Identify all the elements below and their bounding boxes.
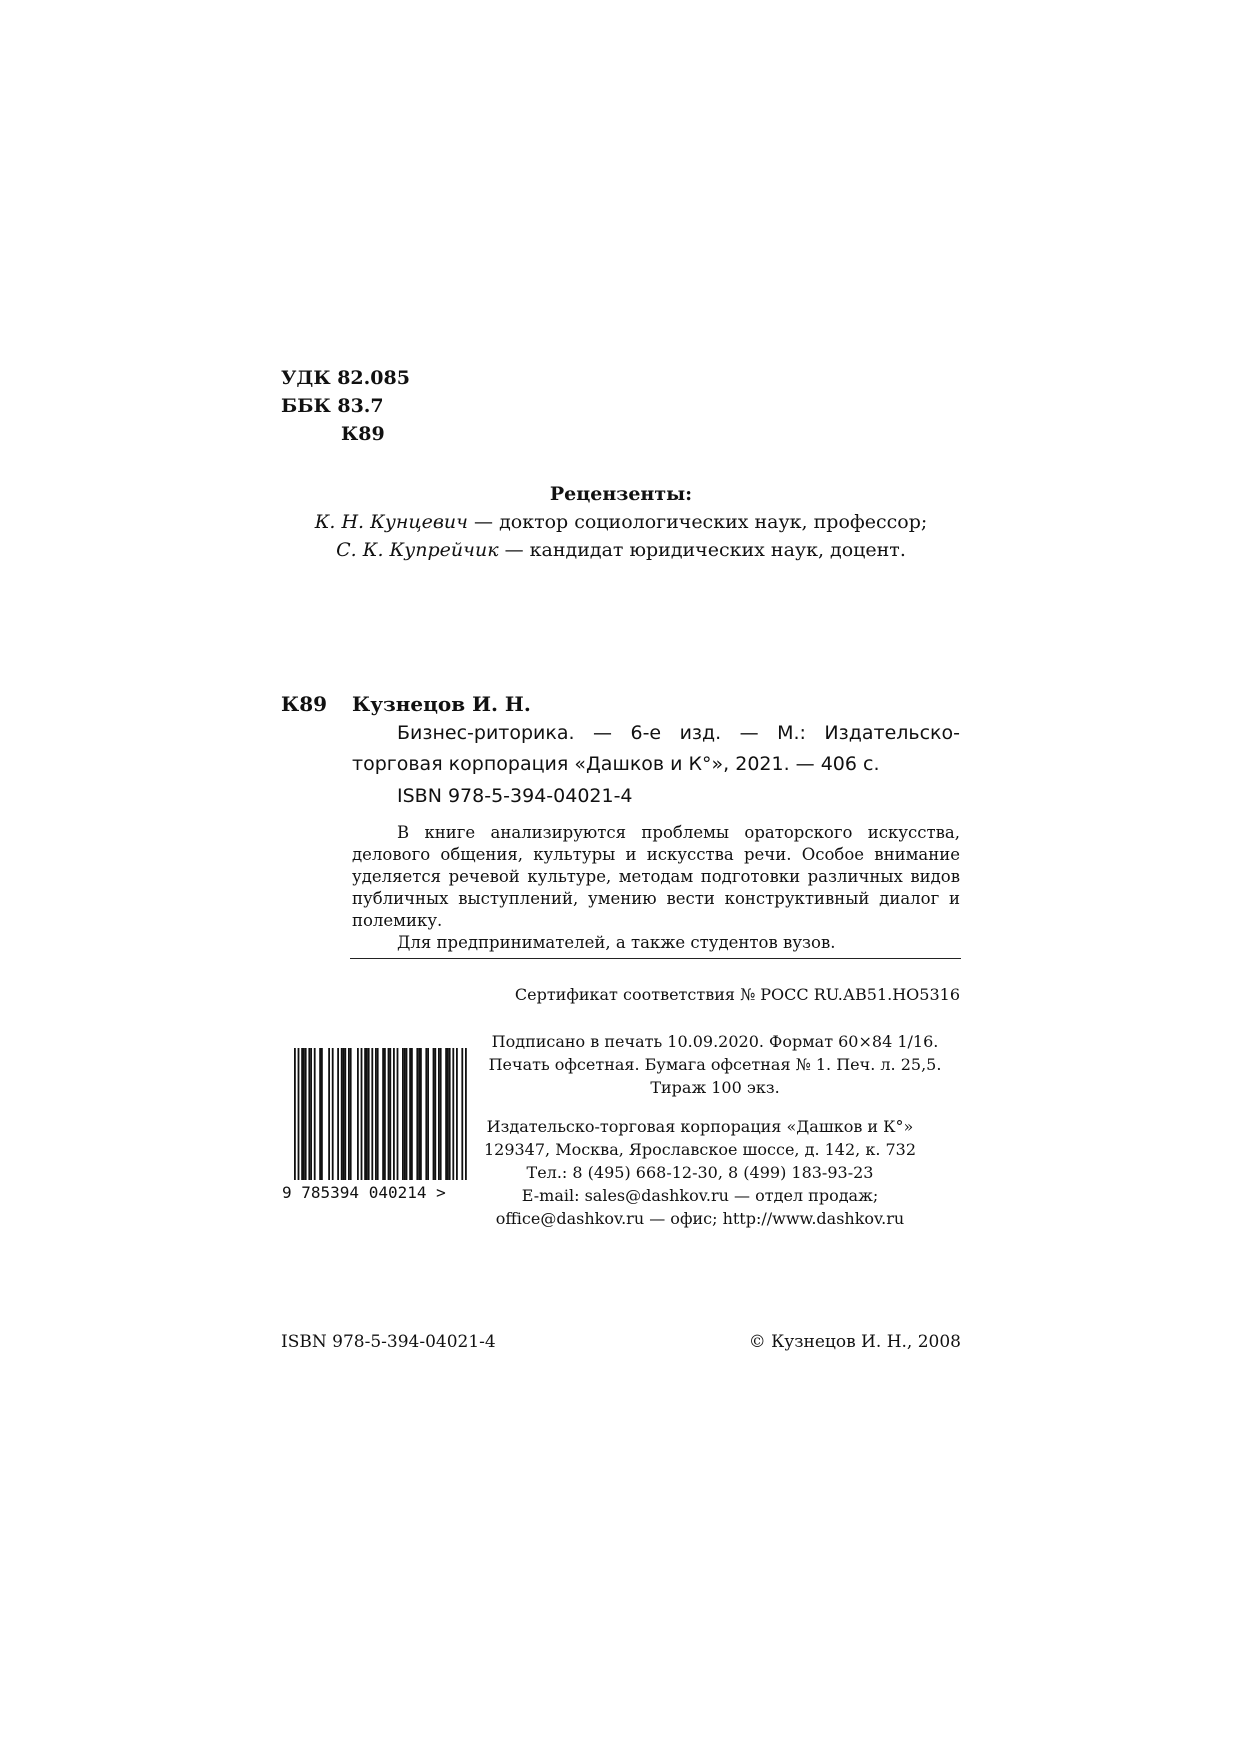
barcode-bar xyxy=(305,1048,307,1180)
reviewers-block xyxy=(281,480,961,564)
barcode-bar xyxy=(418,1048,420,1180)
barcode-digits: 9 785394 040214 > xyxy=(282,1183,446,1202)
barcode-bar xyxy=(298,1048,300,1180)
barcode-bar xyxy=(404,1048,406,1180)
print-info-line: Подписано в печать 10.09.2020. Формат 60×84 1/16. xyxy=(491,1032,939,1051)
bibliographic-description: Бизнес-риторика. — 6-е изд. — М.: Издательско-торговая корпорация «Дашков и К°», 2021. — 406 с. xyxy=(352,722,960,775)
barcode-bar xyxy=(393,1048,395,1180)
entry-author: Кузнецов И. Н. xyxy=(352,692,531,716)
print-info xyxy=(470,1030,960,1099)
barcode-bar xyxy=(402,1048,404,1180)
annotation xyxy=(352,822,960,954)
barcode-bar xyxy=(294,1048,296,1180)
publisher-line: office@dashkov.ru — офис; http://www.dashkov.ru xyxy=(495,1209,905,1228)
barcode-bar xyxy=(328,1048,330,1180)
reviewer-2-name: С. К. Купрейчик xyxy=(336,539,499,561)
barcode-bar xyxy=(397,1048,399,1180)
entry-isbn: ISBN 978-5-394-04021-4 xyxy=(397,785,633,807)
barcode-bar xyxy=(301,1048,303,1180)
barcode-bar xyxy=(375,1048,377,1180)
barcode-bar xyxy=(350,1048,352,1180)
bbk-code: ББК 83.7 xyxy=(281,395,384,417)
barcode-bar xyxy=(344,1048,346,1180)
barcode-bar xyxy=(308,1048,310,1180)
barcode-bar xyxy=(382,1048,384,1180)
barcode-bar xyxy=(343,1048,345,1180)
footer-isbn: ISBN 978-5-394-04021-4 xyxy=(281,1332,496,1352)
barcode-bar xyxy=(406,1048,408,1180)
publisher-line: 129347, Москва, Ярославское шоссе, д. 142, к. 732 xyxy=(483,1140,917,1159)
barcode-bar xyxy=(389,1048,391,1180)
barcode-bar xyxy=(332,1048,334,1180)
reviewer-2 xyxy=(281,536,961,564)
certificate: Сертификат соответствия № РОСС RU.АВ51.НО5316 xyxy=(514,985,960,1004)
annotation-paragraph: В книге анализируются проблемы ораторского искусства, делового общения, культуры и искусства речи. Особое внимание уделяется речевой культуре, методам подготовки различных видов публичных выступлений, умению вести конструктивный диалог и полемику. xyxy=(352,823,960,930)
barcode-bar xyxy=(427,1048,429,1180)
barcode-bar xyxy=(420,1048,422,1180)
reviewer-1-name: К. Н. Кунцевич xyxy=(314,511,468,533)
publisher-line: Тел.: 8 (495) 668-12-30, 8 (499) 183-93-23 xyxy=(526,1163,874,1182)
classification-codes xyxy=(281,364,410,448)
barcode-bar xyxy=(416,1048,418,1180)
entry-mark: К89 xyxy=(281,692,328,716)
divider xyxy=(350,958,961,959)
print-info-line: Тираж 100 экз. xyxy=(650,1078,780,1097)
reviewer-1 xyxy=(281,508,961,536)
reviewer-2-desc: — кандидат юридических наук, доцент. xyxy=(498,539,906,561)
barcode-bar xyxy=(321,1048,323,1180)
udk-code: УДК 82.085 xyxy=(281,367,410,389)
barcode-bar xyxy=(361,1048,363,1180)
barcode-bar xyxy=(384,1048,386,1180)
footer-copyright: © Кузнецов И. Н., 2008 xyxy=(748,1332,961,1352)
barcode-bar xyxy=(337,1048,339,1180)
annotation-audience: Для предпринимателей, а также студентов вузов. xyxy=(397,933,836,952)
reviewer-1-desc: — доктор социологических наук, профессор; xyxy=(467,511,928,533)
publisher-line: Издательско-торговая корпорация «Дашков и К°» xyxy=(486,1117,914,1136)
publisher-line: E-mail: sales@dashkov.ru — отдел продаж; xyxy=(521,1186,879,1205)
barcode-bar xyxy=(366,1048,368,1180)
barcode-bar xyxy=(341,1048,343,1180)
reviewers-title: Рецензенты: xyxy=(549,483,693,505)
print-info-line: Печать офсетная. Бумага офсетная № 1. Печ. л. 25,5. xyxy=(488,1055,942,1074)
barcode-bar xyxy=(425,1048,427,1180)
barcode-bar xyxy=(348,1048,350,1180)
barcode-bar xyxy=(364,1048,366,1180)
barcode-bar xyxy=(377,1048,379,1180)
barcode-bar xyxy=(411,1048,413,1180)
barcode-bar xyxy=(314,1048,316,1180)
barcode-bar xyxy=(310,1048,312,1180)
barcode-bar xyxy=(319,1048,321,1180)
barcode-bar xyxy=(434,1048,436,1180)
barcode-bar xyxy=(368,1048,370,1180)
barcode-bar xyxy=(388,1048,390,1180)
barcode-bar xyxy=(409,1048,411,1180)
barcode-bar xyxy=(433,1048,435,1180)
author-mark: К89 xyxy=(341,423,385,445)
publisher-info xyxy=(440,1115,960,1230)
barcode-bar xyxy=(371,1048,373,1180)
barcode-bar xyxy=(357,1048,359,1180)
barcode-bar xyxy=(303,1048,305,1180)
